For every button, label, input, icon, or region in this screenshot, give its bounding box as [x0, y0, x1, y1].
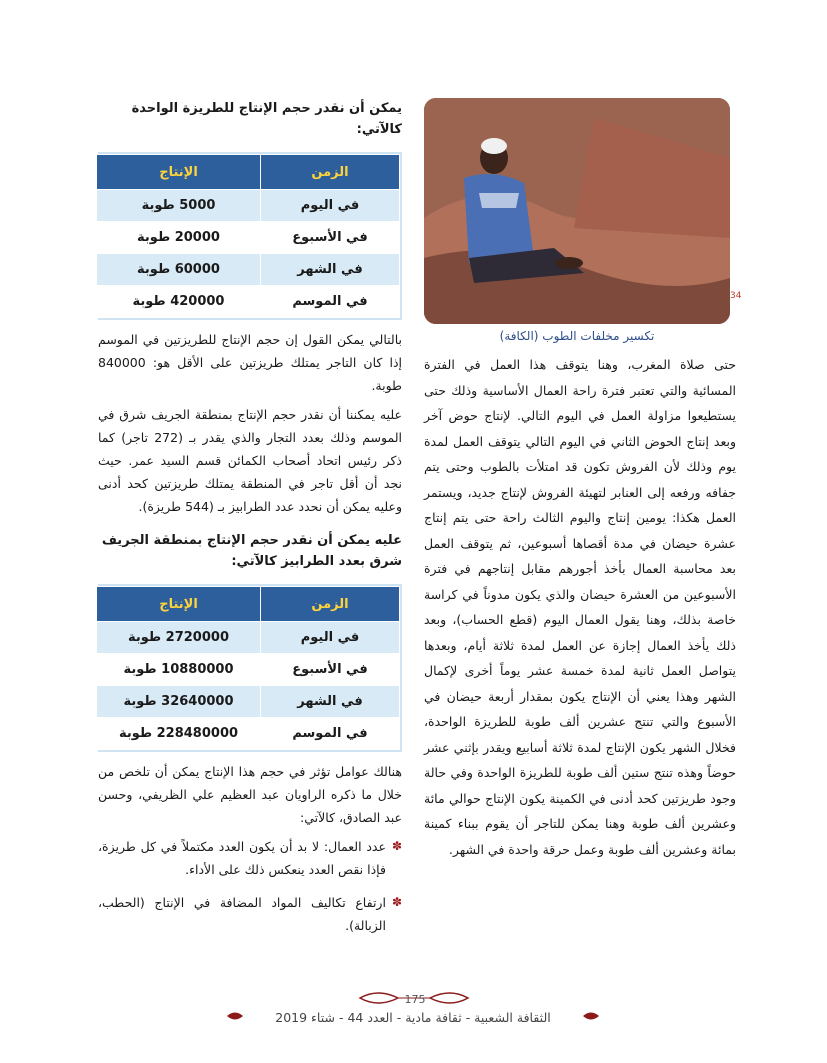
paragraph: هنالك عوامل تؤثر في حجم هذا الإنتاج يمكن أن تلخص من خلال ما ذكره الراويان عبد العظيم علي الظريفي، وحسن عبد الصادق، كالآتي: — [98, 764, 402, 825]
table-cell: 420000 طوبة — [97, 286, 261, 318]
table-cell: في الشهر — [261, 254, 400, 286]
table-header-production: الإنتاج — [97, 587, 261, 622]
table-cell: في اليوم — [261, 622, 400, 654]
table-header-time: الزمن — [261, 155, 400, 190]
paragraph: بالتالي يمكن القول إن حجم الإنتاج للطريزتين في الموسم إذا كان التاجر يمتلك طريزتين على الأقل هو: 840000 طوبة. — [98, 332, 402, 393]
table-row — [97, 286, 400, 318]
table-cell: في الشهر — [261, 686, 400, 718]
brick-rubble-photo — [424, 98, 730, 324]
table-cell: 20000 طوبة — [97, 222, 261, 254]
table-header-time: الزمن — [261, 587, 400, 622]
table-cell: في اليوم — [261, 190, 400, 222]
bullet-text: عدد العمال: لا بد أن يكون العدد مكتملاً في كل طريزة، فإذا نقص العدد ينعكس ذلك على الأداء. — [98, 839, 386, 877]
table-cell: 32640000 طوبة — [97, 686, 261, 718]
table-cell: 10880000 طوبة — [97, 654, 261, 686]
table-cell: في الأسبوع — [261, 222, 400, 254]
table-cell: في الموسم — [261, 718, 400, 750]
page-number: 175 — [404, 993, 426, 1006]
table-row — [97, 222, 400, 254]
footer-publication-line: الثقافة الشعبية - ثقافة مادية - العدد 44 - شتاء 2019 — [275, 1010, 551, 1025]
photo-footnote-number: 34 — [730, 291, 742, 301]
table-cell: 5000 طوبة — [97, 190, 261, 222]
bullet-item — [98, 835, 402, 881]
left-column — [98, 98, 402, 947]
table-cell: في الموسم — [261, 286, 400, 318]
section-heading-2: عليه يمكن أن نقدر حجم الإنتاج بمنطقة الجريف شرق بعدد الطرابيز كالآتي: — [101, 533, 402, 569]
table-row — [97, 622, 400, 654]
bullet-item — [98, 891, 402, 937]
flower-bullet-icon: ✽ — [391, 895, 402, 909]
table-header-production: الإنتاج — [97, 155, 261, 190]
bullet-text: ارتفاع تكاليف المواد المضافة في الإنتاج (الحطب، الزبالة). — [98, 895, 386, 933]
paragraph: عليه يمكننا أن نقدر حجم الإنتاج بمنطقة الجريف شرق في الموسم وذلك بعدد التجار والذي يقدر بـ (272 تاجر) كما ذكر رئيس اتحاد أصحاب الكمائن قسم السيد عمر. حيث نجد أن أقل تاجر في المنطقة يمتلك طريزتين كحد أدنى وعليه يمكن أن نحدد عدد الطرابيز بـ (544 طريزة). — [98, 407, 402, 514]
production-table-single — [98, 152, 402, 320]
table-row — [97, 718, 400, 750]
table-cell: في الأسبوع — [261, 654, 400, 686]
right-column-text: حتى صلاة المغرب، وهنا يتوقف هذا العمل في الفترة المسائية والتي تعتبر فترة راحة العمال الأساسية وذلك حتى يستطيعوا مزاولة العمل في اليوم التالي. لإنتاج حوض آخر وبعد إنتاج الحوض الثاني في اليوم التالي يتوقف العمل لمدة يوم وذلك لأن الفروش تكون قد امتلأت بالطوب وحتى يتم جفافه ورفعه إلى العنابر لتهيئة الفروش لإنتاج جديد، ويستمر العمل هكذا: يومين إنتاج واليوم الثالث راحة حتى يتم إنتاج عشرة حيضان في مدة أقصاها أسبوعين، ثم يتوقف العمل بعد محاسبة العمال بأخذ أجورهم مقابل إنتاجهم في فترة الأسبوعين من العشرة حيضان والذي يكون مدوناً في كراسة خاصة بذلك، وهنا يقول العمال اليوم (قطع الحساب)، وبعد ذلك يأخذ العمال إجازة عن العمل لمدة ثلاثة أيام، وبعدها يتواصل العمل ثانية لمدة خمسة عشر يوماً أخرى لإكمال الشهر وهذا يعني أن الإنتاج يكون بمقدار أربعة حيضان في الأسبوع والتي تنتج عشرين ألف طوبة للطريزة الواحدة، فخلال الشهر يكون الإنتاج لمدة ثلاثة أسابيع ويقدر بإثني عشر حوضاً وهذه تنتج ستين ألف طوبة للطريزة الواحدة وفي حالة وجود طريزتين كحد أدنى في الكمينة يكون الإنتاج حوالي مائة وعشرين ألف طوبة وهنا يمكن للتاجر أن يقوم ببناء كمينة بمائة وعشرين ألف طوبة وعمل حرقة واحدة في الشهر. — [424, 357, 736, 857]
flower-bullet-icon: ✽ — [391, 839, 402, 853]
photo-caption: تكسير مخلفات الطوب (الكافة) — [499, 329, 655, 343]
table-cell: 2720000 طوبة — [97, 622, 261, 654]
table-row — [97, 654, 400, 686]
section-heading-1: يمكن أن نقدر حجم الإنتاج للطريزة الواحدة كالآتي: — [131, 101, 402, 137]
table-row — [97, 686, 400, 718]
table-row — [97, 190, 400, 222]
table-cell: 228480000 طوبة — [97, 718, 261, 750]
table-row — [97, 254, 400, 286]
production-table-region — [98, 584, 402, 752]
leaf-ornament-icon — [582, 1009, 600, 1023]
table-cell: 60000 طوبة — [97, 254, 261, 286]
